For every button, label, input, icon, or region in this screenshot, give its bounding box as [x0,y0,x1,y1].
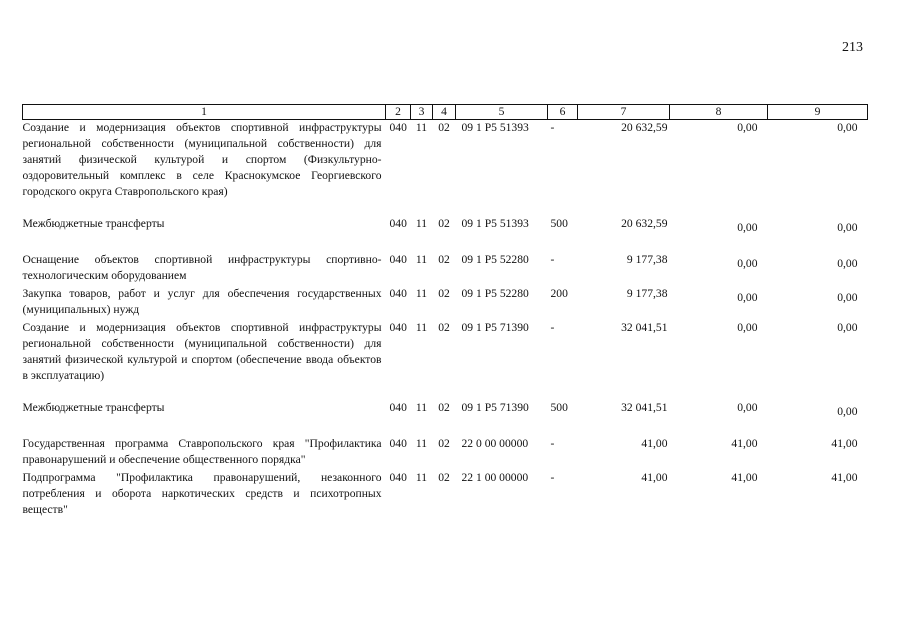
cell-subsection: 02 [438,437,450,450]
budget-table [22,104,868,518]
table-row [23,470,868,518]
table-row [23,120,868,217]
cell-amount-1: 41,00 [641,471,668,484]
header-col-3: 3 [411,105,433,120]
cell-amount-3: 0,00 [837,257,858,270]
cell-target-article: 22 1 00 00000 [461,471,529,484]
cell-amount-3: 41,00 [831,471,858,484]
cell-amount-3: 0,00 [837,321,858,334]
cell-amount-2: 0,00 [737,401,758,414]
cell-amount-2: 0,00 [737,257,758,270]
cell-amount-1: 20 632,59 [621,217,668,230]
cell-target-article: 22 0 00 00000 [461,437,529,450]
cell-ministry-code: 040 [389,217,407,230]
cell-target-article: 09 1 Р5 52280 [461,253,529,266]
cell-amount-3: 41,00 [831,437,858,450]
header-col-1: 1 [23,105,386,120]
header-col-6: 6 [548,105,578,120]
cell-amount-1: 41,00 [641,437,668,450]
cell-name: Создание и модернизация объектов спортивной инфраструктуры региональной собственности (муниципальной собственности) для занятий физической культурой и спортом (обеспечение ввода объектов в эксплуатацию) [22,321,382,382]
cell-section: 11 [415,437,428,450]
cell-subsection: 02 [438,321,450,334]
cell-name: Межбюджетные трансферты [22,401,165,414]
cell-section: 11 [415,471,428,484]
cell-ministry-code: 040 [389,437,407,450]
cell-amount-3: 0,00 [837,291,858,304]
cell-expense-type: - [550,437,555,450]
cell-amount-2: 0,00 [737,321,758,334]
cell-name: Оснащение объектов спортивной инфраструктуры спортивно-технологическим оборудованием [22,253,382,282]
cell-subsection: 02 [438,401,450,414]
cell-ministry-code: 040 [389,401,407,414]
cell-subsection: 02 [438,287,450,300]
cell-amount-2: 41,00 [731,437,758,450]
header-col-9: 9 [768,105,868,120]
table-row [23,320,868,400]
cell-amount-1: 9 177,38 [626,253,668,266]
cell-expense-type: - [550,471,555,484]
cell-section: 11 [415,253,428,266]
cell-amount-3: 0,00 [837,405,858,418]
cell-ministry-code: 040 [389,121,407,134]
cell-name: Подпрограмма "Профилактика правонарушений, незаконного потребления и оборота наркотических средств и психотропных веществ" [22,471,382,516]
cell-expense-type: 200 [550,287,568,300]
cell-target-article: 09 1 Р5 51393 [461,217,529,230]
cell-expense-type: 500 [550,217,568,230]
table-row [23,252,868,286]
cell-section: 11 [415,217,428,230]
cell-target-article: 09 1 Р5 71390 [461,401,529,414]
table-row [23,216,868,252]
cell-name: Создание и модернизация объектов спортивной инфраструктуры региональной собственности (муниципальной собственности) для занятий физической культурой и спортом (Физкультурно-оздоровительный комплекс в селе Краснокумское Георгиевского городского округа Ставропольского края) [22,121,382,198]
table-row [23,400,868,436]
cell-expense-type: - [550,121,555,134]
cell-amount-1: 32 041,51 [621,401,668,414]
cell-subsection: 02 [438,121,450,134]
table-row [23,436,868,470]
header-col-7: 7 [578,105,670,120]
page-number: 213 [842,40,863,55]
cell-ministry-code: 040 [389,471,407,484]
cell-subsection: 02 [438,253,450,266]
cell-target-article: 09 1 Р5 52280 [461,287,529,300]
cell-expense-type: 500 [550,401,568,414]
header-col-4: 4 [433,105,456,120]
cell-expense-type: - [550,253,555,266]
cell-amount-1: 20 632,59 [621,121,668,134]
header-col-2: 2 [386,105,411,120]
cell-name: Закупка товаров, работ и услуг для обеспечения государственных (муниципальных) нужд [22,287,382,316]
cell-amount-2: 0,00 [737,221,758,234]
cell-section: 11 [415,321,428,334]
cell-name: Межбюджетные трансферты [22,217,165,230]
cell-amount-3: 0,00 [837,221,858,234]
cell-amount-2: 0,00 [737,121,758,134]
cell-section: 11 [415,121,428,134]
cell-amount-1: 32 041,51 [621,321,668,334]
cell-amount-1: 9 177,38 [626,287,668,300]
cell-amount-2: 0,00 [737,291,758,304]
cell-subsection: 02 [438,471,450,484]
cell-ministry-code: 040 [389,287,407,300]
cell-ministry-code: 040 [389,253,407,266]
header-col-5: 5 [456,105,548,120]
cell-section: 11 [415,401,428,414]
cell-subsection: 02 [438,217,450,230]
cell-amount-2: 41,00 [731,471,758,484]
cell-target-article: 09 1 Р5 51393 [461,121,529,134]
cell-expense-type: - [550,321,555,334]
cell-section: 11 [415,287,428,300]
cell-ministry-code: 040 [389,321,407,334]
cell-name: Государственная программа Ставропольского края "Профилактика правонарушений и обеспечение общественного порядка" [22,437,382,466]
table-header-row [23,105,868,120]
cell-amount-3: 0,00 [837,121,858,134]
table-row [23,286,868,320]
cell-target-article: 09 1 Р5 71390 [461,321,529,334]
header-col-8: 8 [670,105,768,120]
